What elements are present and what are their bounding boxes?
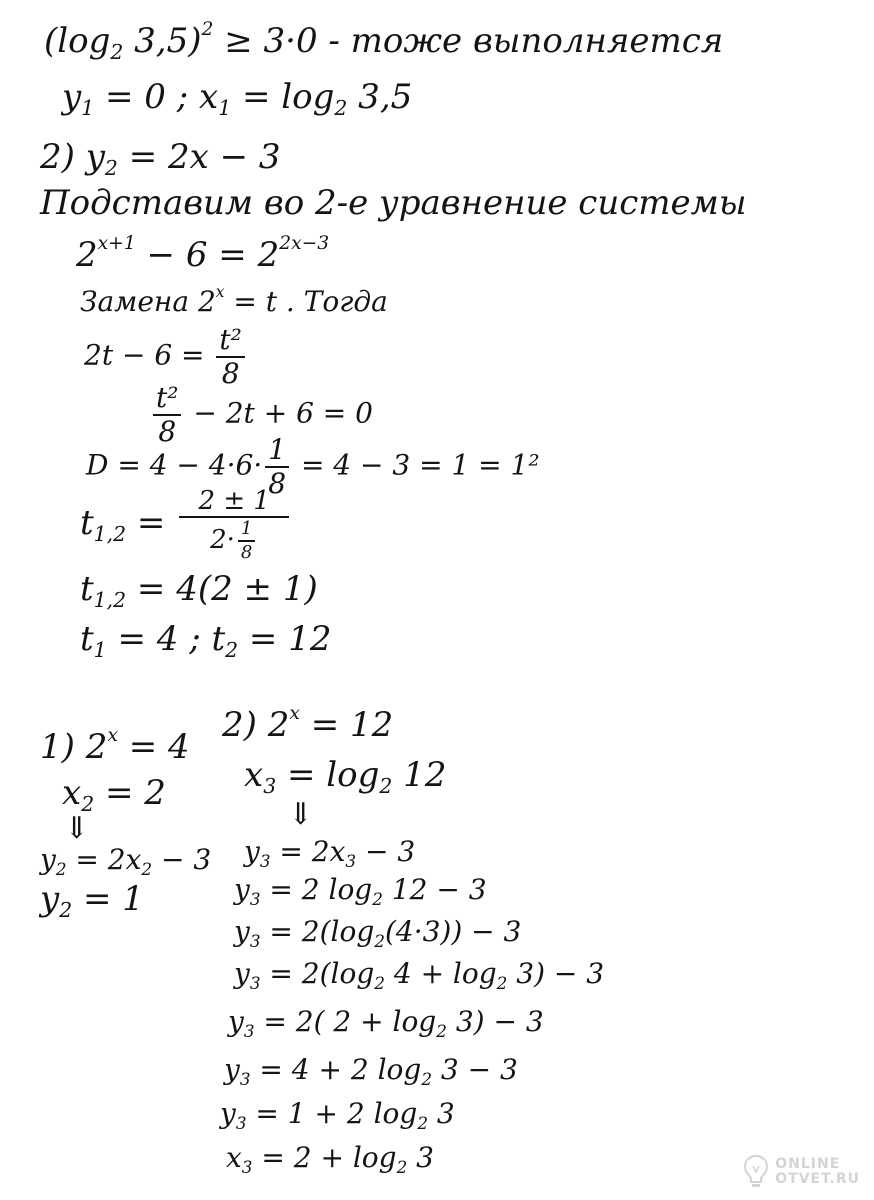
fraction: $\frac{\text{t²}}{8}$ [153, 384, 181, 446]
line-t-equation: 2t − 6 = $\frac{\text{t²}}{8}$ [84, 326, 248, 388]
line-roots-simplified: $t_{1,2} = 4(2 \pm 1)$ [80, 569, 318, 613]
right-implies-arrow: ⇓ [288, 797, 314, 832]
fraction: 2 ± 1 2· $\frac{1}{8}$ [179, 488, 289, 562]
watermark-line1: ONLINE [775, 1155, 841, 1172]
right-y3-step2: $y_3 = 2(\log_2(4\cdot 3)) - 3$ [234, 915, 522, 951]
line-roots-formula: $t_{1,2}$ = 2 ± 1 2· $\frac{1}{8}$ [80, 488, 292, 562]
right-x3-value: $x_3 = \log_2 12$ [244, 755, 447, 799]
line-discriminant: D = 4 − 4·6· $\frac{1}{8}$ = 4 − 3 = 1 = 1² [86, 433, 540, 500]
right-y3-step3: $y_3 = 2(\log_2$ $4 + \log_2 3) - 3$ [234, 957, 605, 993]
right-y3-formula: $y_3 = 2x_3 - 3$ [244, 835, 416, 871]
left-implies-arrow: ⇓ [64, 811, 90, 846]
right-y3-step4: $y_3 = 2$( $2 + \log_2 3) - 3$ [228, 1005, 544, 1041]
right-x3-result: $x_3 = 2 + \log_2 3$ [226, 1141, 434, 1177]
right-case-equation: 2) $2^x = 12$ [222, 703, 394, 745]
line-first-solution: $y_1 = 0$ ; $x_1 = \log_2 3,5$ [62, 77, 413, 121]
right-y3-result: $y_3 = 1 + 2$ $\log_2 3$ [220, 1097, 455, 1133]
line-substitution: Замена $2^x = t$ . Тогда [80, 283, 388, 318]
lightbulb-icon [743, 1154, 769, 1190]
line-case-two: 2) $y_2 = 2x - 3$ [40, 137, 281, 181]
line-log-inequality: ($\log_2$ 3,5)$^2$ ≥ 3·0 - тоже выполняется [44, 19, 724, 65]
line-quadratic: $\frac{\text{t²}}{8}$ − 2t + 6 = 0 [150, 384, 373, 446]
fraction: $\frac{\text{t²}}{8}$ [216, 326, 244, 388]
left-y2-value: $y_2 = 1$ [40, 879, 144, 923]
right-y3-step1: $y_3 = 2$ $\log_2 12 - 3$ [234, 873, 487, 909]
left-x2-value: $x_2 = 2$ [62, 773, 166, 817]
watermark-line2: OTVET.RU [775, 1171, 860, 1187]
left-case-equation: 1) $2^x = 4$ [40, 725, 190, 767]
right-y3-step5: $y_3 = 4 + 2$ $\log_2 3 - 3$ [224, 1053, 518, 1089]
site-watermark [743, 1154, 860, 1190]
line-exponential-equation: $2^{x+1} - 6 = 2^{2x-3}$ [76, 233, 330, 275]
fraction: $\frac{1}{8}$ [238, 520, 255, 562]
line-roots-values: $t_1 = 4$ ; $t_2 = 12$ [80, 619, 332, 663]
left-y2-formula: $y_2 = 2x_2 - 3$ [40, 843, 212, 879]
fraction: $\frac{1}{8}$ [265, 436, 289, 498]
line-substitute-text: Подставим во 2-е уравнение системы [40, 183, 747, 223]
